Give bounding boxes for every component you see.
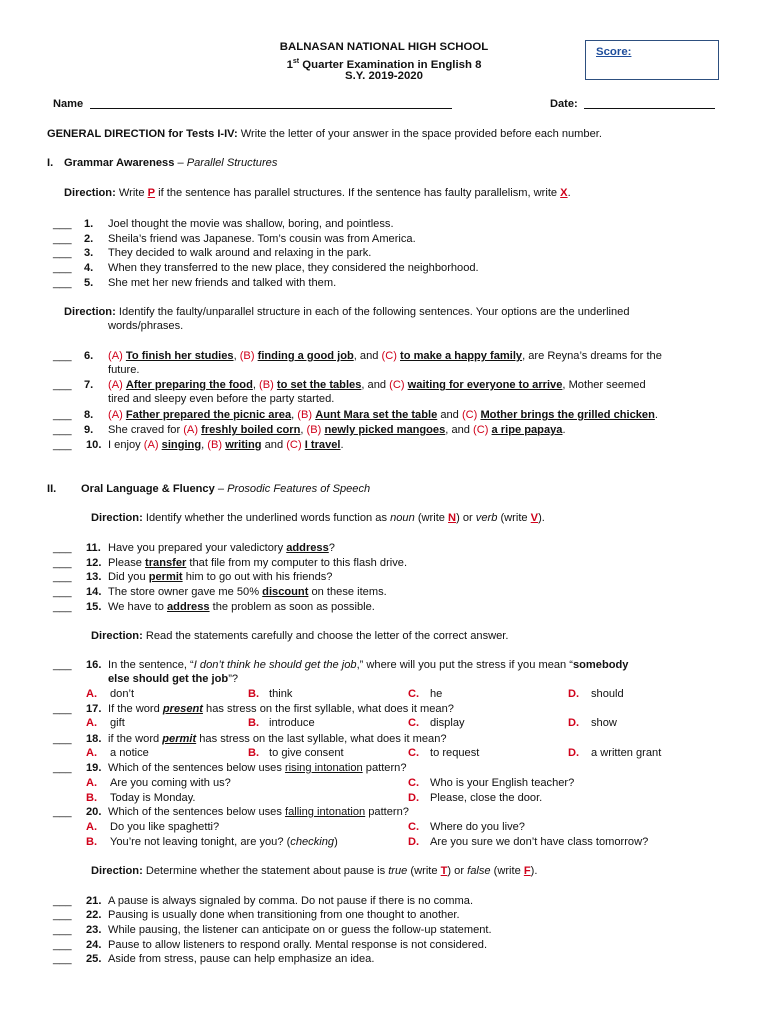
option-c-text: waiting for everyone to arrive: [407, 379, 563, 391]
option-a-text: freshly boiled corn: [201, 424, 301, 436]
direction-text: .: [567, 187, 571, 199]
item-tail: .: [562, 424, 566, 436]
item-text: (A) Father prepared the picnic area, (B) Aunt Mara set the table and (C) Mother brings the grilled chicken.: [108, 409, 658, 421]
option-text[interactable]: display: [430, 717, 465, 729]
answer-blank-23[interactable]: ___: [53, 924, 72, 936]
option-c-letter: (C): [286, 439, 302, 451]
item-number: 12.: [86, 557, 102, 569]
answer-blank-1[interactable]: ___: [53, 218, 72, 230]
direction-text: Identify whether the underlined words function as: [142, 512, 391, 524]
option-c-letter: (C): [389, 379, 405, 391]
item-number: 22.: [86, 909, 102, 921]
option-b-letter: (B): [259, 379, 274, 391]
option-text[interactable]: Please, close the door.: [430, 792, 543, 804]
test2-heading: [81, 482, 370, 497]
answer-blank-12[interactable]: ___: [53, 557, 72, 569]
item-post: has stress on the last syllable, what does it mean?: [196, 733, 447, 745]
option-letter: B.: [248, 717, 260, 729]
item-number: 25.: [86, 953, 102, 965]
option-a-letter: (A): [143, 439, 159, 451]
answer-blank-20[interactable]: ___: [53, 806, 72, 818]
item-text: [108, 732, 447, 747]
item-post: ?: [328, 542, 335, 554]
option-letter: D.: [568, 747, 580, 759]
school-year: S.Y. 2019-2020: [345, 70, 423, 82]
item-text: I enjoy (A) singing, (B) writing and (C) I travel.: [108, 439, 344, 451]
direction-text: Write: [115, 187, 148, 199]
school-name: BALNASAN NATIONAL HIGH SCHOOL: [279, 41, 489, 53]
option-c-letter: (C): [473, 424, 489, 436]
option-c-text: Mother brings the grilled chicken: [480, 409, 655, 421]
option-letter: A.: [86, 717, 98, 729]
test1-subtitle: Parallel Structures: [186, 157, 278, 169]
option-text-checking: checking: [290, 836, 335, 848]
option-c-letter: (C): [461, 409, 478, 421]
test1-dash: –: [174, 157, 187, 169]
test1-direction1: [64, 186, 571, 201]
item-bold: else should get the job: [108, 673, 229, 685]
item-text: Pause to allow listeners to respond orally. Mental response is not considered.: [108, 939, 488, 951]
option-letter: D.: [408, 836, 420, 848]
direction-true: true: [388, 865, 408, 877]
direction-label: Direction:: [64, 187, 116, 199]
item-text: [108, 570, 332, 585]
direction-label: Direction:: [91, 865, 143, 877]
item-post: that file from my computer to this flash drive.: [186, 557, 408, 569]
direction-label: Direction:: [91, 512, 143, 524]
option-letter: C.: [408, 717, 420, 729]
item-text-cont: future.: [108, 364, 140, 376]
score-box[interactable]: [585, 40, 719, 80]
option-a-letter: (A): [108, 379, 123, 391]
answer-blank-15[interactable]: ___: [53, 601, 72, 613]
item-text: Sheila’s friend was Japanese. Tom’s cousin was from America.: [108, 233, 416, 245]
direction-text: Identify the faulty/unparallel structure in each of the following sentences. Your options are the underlined: [115, 306, 630, 318]
option-c-text: I travel: [304, 439, 341, 451]
underlined-word: discount: [262, 586, 309, 598]
answer-blank-19[interactable]: ___: [53, 762, 72, 774]
item-text: [108, 761, 407, 776]
option-letter: A.: [86, 777, 98, 789]
item-tail: .: [340, 439, 344, 451]
item-pre: Which of the sentences below uses: [108, 806, 285, 818]
direction-text: if the sentence has parallel structures. If the sentence has faulty parallelism, write: [155, 187, 561, 199]
direction-noun: noun: [390, 512, 415, 524]
item-text: A pause is always signaled by comma. Do not pause if there is no comma.: [108, 895, 474, 907]
option-letter: A.: [86, 688, 98, 700]
name-field[interactable]: [90, 108, 452, 109]
answer-key-p: P: [147, 187, 156, 199]
answer-blank-7[interactable]: ___: [53, 379, 72, 391]
direction-text: ) or: [456, 512, 476, 524]
option-text[interactable]: a notice: [110, 747, 149, 759]
option-b-letter: (B): [306, 424, 322, 436]
item-pre: We have to: [108, 601, 167, 613]
option-b-text: Aunt Mara set the table: [315, 409, 438, 421]
answer-blank-2[interactable]: ___: [53, 233, 72, 245]
option-text[interactable]: introduce: [269, 717, 315, 729]
option-text[interactable]: [110, 835, 338, 850]
option-a-text: Father prepared the picnic area: [125, 409, 292, 421]
answer-blank-16[interactable]: ___: [53, 659, 72, 671]
option-letter: A.: [86, 747, 98, 759]
item-post: him to go out with his friends?: [182, 571, 333, 583]
option-a-text: After preparing the food: [125, 379, 253, 391]
item-number: 10.: [86, 439, 102, 451]
item-number: 14.: [86, 586, 102, 598]
direction-text: (write: [490, 865, 524, 877]
item-number: 20.: [86, 806, 102, 818]
item-text-cont: [108, 672, 238, 687]
item-post: on these items.: [308, 586, 387, 598]
score-label: Score:: [596, 46, 632, 58]
test1-direction2: [64, 305, 630, 320]
underlined-word: permit: [148, 571, 183, 583]
item-number: 4.: [84, 262, 94, 274]
option-a-text: singing: [161, 439, 202, 451]
option-letter: B.: [86, 836, 98, 848]
test2-roman: II.: [47, 483, 57, 495]
item-tail: , Mother seemed: [562, 379, 646, 391]
option-letter: D.: [408, 792, 420, 804]
option-c-letter: (C): [381, 350, 397, 362]
option-letter: A.: [86, 821, 98, 833]
item-post: the problem as soon as possible.: [209, 601, 375, 613]
direction-text-cont: words/phrases.: [108, 320, 184, 332]
option-text[interactable]: Are you sure we don’t have class tomorrow?: [430, 836, 649, 848]
direction-verb: verb: [475, 512, 498, 524]
item-pre: if the word: [108, 733, 163, 745]
item-number: 5.: [84, 277, 94, 289]
item-text: They decided to walk around and relaxing in the park.: [108, 247, 372, 259]
item-number: 23.: [86, 924, 102, 936]
option-b-letter: (B): [297, 409, 313, 421]
option-text[interactable]: Where do you live?: [430, 821, 525, 833]
date-label: Date:: [550, 98, 578, 110]
item-number: 17.: [86, 703, 102, 715]
option-text[interactable]: Today is Monday.: [110, 792, 196, 804]
option-c-text: a ripe papaya: [491, 424, 563, 436]
item-text: (A) After preparing the food, (B) to set the tables, and (C) waiting for everyone to arrive, Mother seemed: [108, 379, 646, 391]
general-direction-text: Write the letter of your answer in the space provided before each number.: [237, 128, 602, 140]
item-text: [108, 541, 335, 556]
test2-dash: –: [214, 483, 228, 495]
answer-key-f: F: [523, 865, 531, 877]
answer-key-x: X: [560, 187, 568, 199]
direction-text: (write: [407, 865, 441, 877]
answer-key-v: V: [530, 512, 539, 524]
item-text: [108, 585, 387, 600]
option-b-text: to set the tables: [276, 379, 362, 391]
test2-direction2: [91, 629, 508, 644]
quoted-sentence: I don’t think he should get the job: [193, 659, 357, 671]
item-text: [108, 805, 409, 820]
item-number: 6.: [84, 350, 94, 362]
option-letter: C.: [408, 821, 420, 833]
test1-heading: [64, 156, 277, 171]
option-text[interactable]: gift: [110, 717, 125, 729]
answer-blank-22[interactable]: ___: [53, 909, 72, 921]
underlined-phrase: rising intonation: [284, 762, 363, 774]
underlined-word: address: [286, 542, 329, 554]
item-pre: The store owner gave me 50%: [108, 586, 263, 598]
item-post: pattern?: [365, 806, 409, 818]
answer-blank-17[interactable]: ___: [53, 703, 72, 715]
option-text[interactable]: show: [591, 717, 617, 729]
test2-direction1: [91, 511, 545, 526]
item-pre: If the word: [108, 703, 163, 715]
direction-text: (write: [414, 512, 449, 524]
option-text[interactable]: Are you coming with us?: [110, 777, 231, 789]
item-text: Aside from stress, pause can help emphasize an idea.: [108, 953, 375, 965]
answer-blank-21[interactable]: ___: [53, 895, 72, 907]
item-number: 9.: [84, 424, 94, 436]
option-text[interactable]: should: [591, 688, 624, 700]
item-number: 19.: [86, 762, 102, 774]
item-text: She craved for (A) freshly boiled corn, (B) newly picked mangoes, and (C) a ripe papaya.: [108, 424, 566, 436]
item-tail: , are Reyna’s dreams for the: [522, 350, 662, 362]
item-mid: ,” where will you put the stress if you mean “: [356, 659, 573, 671]
direction-text: ) or: [447, 865, 468, 877]
underlined-word: permit: [162, 733, 197, 745]
item-text: When they transferred to the new place, they considered the neighborhood.: [108, 262, 479, 274]
underlined-word: present: [162, 703, 203, 715]
answer-blank-13[interactable]: ___: [53, 571, 72, 583]
item-number: 11.: [86, 542, 101, 554]
option-a-text: To finish her studies: [125, 350, 234, 362]
item-number: 3.: [84, 247, 94, 259]
item-pre: She craved for: [108, 424, 184, 436]
test2-title: Oral Language & Fluency: [81, 483, 215, 495]
item-post: pattern?: [362, 762, 407, 774]
item-number: 2.: [84, 233, 94, 245]
item-number: 15.: [86, 601, 102, 613]
option-b-letter: (B): [239, 350, 255, 362]
answer-blank-3[interactable]: ___: [53, 247, 72, 259]
item-text: Pausing is usually done when transitioning from one thought to another.: [108, 909, 460, 921]
underlined-word: address: [167, 601, 210, 613]
option-a-letter: (A): [108, 350, 123, 362]
option-letter: C.: [408, 777, 420, 789]
answer-blank-10[interactable]: ___: [53, 439, 72, 451]
date-field[interactable]: [584, 108, 715, 109]
exam-title-rest: Quarter Examination in English 8: [299, 58, 482, 71]
option-b-text: finding a good job: [257, 350, 354, 362]
option-text[interactable]: a written grant: [591, 747, 662, 759]
item-number: 8.: [84, 409, 94, 421]
option-b-text: newly picked mangoes: [324, 424, 446, 436]
item-number: 18.: [86, 733, 102, 745]
exam-ordinal-sup: st: [292, 58, 300, 65]
option-text[interactable]: he: [430, 688, 443, 700]
option-a-letter: (A): [183, 424, 199, 436]
item-pre: I enjoy: [108, 439, 144, 451]
item-text: [108, 658, 628, 673]
answer-blank-25[interactable]: ___: [53, 953, 72, 965]
direction-false: false: [467, 865, 491, 877]
answer-blank-6[interactable]: ___: [53, 350, 72, 362]
item-text-cont: tired and sleepy even before the party started.: [108, 393, 335, 405]
answer-blank-24[interactable]: ___: [53, 939, 72, 951]
item-bold: somebody: [572, 659, 629, 671]
item-post: has stress on the first syllable, what does it mean?: [202, 703, 454, 715]
item-number: 7.: [84, 379, 94, 391]
item-text: [108, 556, 407, 571]
item-end: ”?: [228, 673, 239, 685]
underlined-phrase: falling intonation: [284, 806, 366, 818]
item-text: [108, 702, 454, 717]
option-letter: D.: [568, 717, 580, 729]
answer-blank-4[interactable]: ___: [53, 262, 72, 274]
item-pre: In the sentence, “: [108, 659, 194, 671]
general-direction: [47, 127, 602, 142]
item-text: She met her new friends and talked with them.: [108, 277, 337, 289]
direction-label: Direction:: [91, 630, 143, 642]
item-number: 21.: [86, 895, 102, 907]
answer-blank-9[interactable]: ___: [53, 424, 72, 436]
item-tail: .: [654, 409, 658, 421]
option-letter: C.: [408, 747, 420, 759]
direction-label: Direction:: [64, 306, 116, 318]
test1-title: Grammar Awareness: [64, 157, 175, 169]
option-text[interactable]: to request: [430, 747, 480, 759]
answer-key-n: N: [448, 512, 457, 524]
test2-direction3: [91, 864, 537, 879]
option-letter: C.: [408, 688, 420, 700]
option-letter: B.: [248, 747, 260, 759]
direction-text: (write: [497, 512, 531, 524]
answer-blank-18[interactable]: ___: [53, 733, 72, 745]
name-label: Name: [53, 98, 84, 110]
item-pre: Have you prepared your valedictory: [108, 542, 287, 554]
direction-text: Read the statements carefully and choose the letter of the correct answer.: [142, 630, 509, 642]
test1-roman: I.: [47, 157, 54, 169]
option-text[interactable]: think: [269, 688, 293, 700]
option-b-text: writing: [225, 439, 262, 451]
answer-blank-14[interactable]: ___: [53, 586, 72, 598]
option-letter: B.: [248, 688, 260, 700]
underlined-word: transfer: [145, 557, 187, 569]
item-text: Joel thought the movie was shallow, boring, and pointless.: [108, 218, 394, 230]
option-text-main: You’re not leaving tonight, are you? (: [110, 836, 291, 848]
option-text[interactable]: Do you like spaghetti?: [110, 821, 220, 833]
option-c-text: to make a happy family: [400, 350, 523, 362]
item-pre: Please: [108, 557, 146, 569]
option-text[interactable]: don’t: [110, 688, 135, 700]
option-letter: B.: [86, 792, 98, 804]
option-b-letter: (B): [207, 439, 223, 451]
item-number: 16.: [86, 659, 102, 671]
item-number: 1.: [84, 218, 94, 230]
direction-text: Determine whether the statement about pause is: [142, 865, 389, 877]
item-text: (A) To finish her studies, (B) finding a good job, and (C) to make a happy family, are Reyna’s dreams for the: [108, 350, 662, 362]
option-text[interactable]: to give consent: [269, 747, 344, 759]
answer-blank-8[interactable]: ___: [53, 409, 72, 421]
option-a-letter: (A): [108, 409, 123, 421]
direction-text: ).: [538, 512, 545, 524]
item-number: 13.: [86, 571, 102, 583]
option-letter: D.: [568, 688, 580, 700]
answer-blank-5[interactable]: ___: [53, 277, 72, 289]
item-pre: Did you: [108, 571, 149, 583]
item-pre: Which of the sentences below uses: [108, 762, 285, 774]
item-text: While pausing, the listener can anticipate on or guess the follow-up statement.: [108, 924, 492, 936]
option-text-paren: ): [334, 836, 338, 848]
answer-blank-11[interactable]: ___: [53, 542, 72, 554]
option-text[interactable]: Who is your English teacher?: [430, 777, 575, 789]
general-direction-label: GENERAL DIRECTION for Tests I-IV:: [47, 128, 238, 140]
item-text: [108, 600, 375, 615]
answer-key-t: T: [440, 865, 448, 877]
item-number: 24.: [86, 939, 102, 951]
direction-text: ).: [530, 865, 538, 877]
exam-ordinal: 1: [286, 58, 293, 71]
test2-subtitle: Prosodic Features of Speech: [227, 483, 371, 495]
